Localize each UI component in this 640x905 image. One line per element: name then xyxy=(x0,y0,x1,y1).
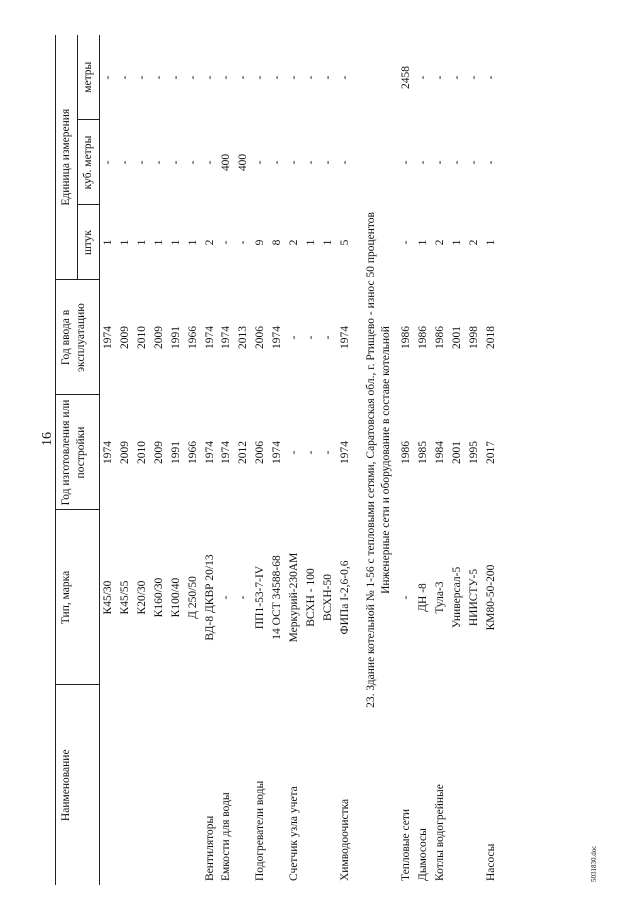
cell-type: 14 ОСТ 34588-68 xyxy=(271,555,284,640)
cell-type: ВСХН - 100 xyxy=(305,568,318,627)
cell-cubic: - xyxy=(322,160,335,165)
cell-name xyxy=(151,685,168,885)
cell-name xyxy=(269,685,286,885)
section-heading xyxy=(354,35,398,885)
table-row xyxy=(449,35,466,885)
cell-cubic: - xyxy=(203,160,216,165)
cell-type: ПП1-53-7-IV xyxy=(254,565,267,630)
cell-year-commission: 2018 xyxy=(484,326,497,349)
cell-year-commission: - xyxy=(305,335,318,340)
cell-name xyxy=(320,685,337,885)
cell-year-commission: 1974 xyxy=(220,326,233,349)
cell-pcs: 5 xyxy=(339,239,351,246)
cell-name xyxy=(134,685,151,885)
cell-year-commission: 2009 xyxy=(118,326,131,349)
cell-type: Универсал-5 xyxy=(450,566,463,629)
cell-type: - xyxy=(237,595,250,600)
cell-pcs: 1 xyxy=(450,239,463,246)
cell-year-made: 1974 xyxy=(203,441,216,464)
cell-year-made: 1966 xyxy=(186,441,199,464)
cell-type: ДН -8 xyxy=(416,583,429,612)
table-row xyxy=(398,35,415,885)
cell-pcs: 2 xyxy=(467,239,480,246)
cell-pcs: - xyxy=(237,240,250,245)
cell-year-made: 2006 xyxy=(254,441,267,464)
cell-year-made: - xyxy=(305,450,318,455)
table-row xyxy=(337,35,354,885)
cell-year-made: 2012 xyxy=(237,441,250,464)
cell-year-made: 1974 xyxy=(101,441,114,464)
table-row xyxy=(320,35,337,885)
cell-year-commission: 2013 xyxy=(237,326,250,349)
cell-cubic: - xyxy=(416,160,429,165)
cell-year-made: - xyxy=(322,450,335,455)
cell-year-made: 1985 xyxy=(416,441,429,464)
cell-cubic: - xyxy=(484,160,497,165)
cell-name xyxy=(466,685,483,885)
cell-year-commission: - xyxy=(322,335,335,340)
table-row xyxy=(235,35,252,885)
cell-pcs: - xyxy=(220,240,233,245)
cell-pcs: 1 xyxy=(101,239,114,246)
cell-meters: - xyxy=(271,75,284,80)
table-row xyxy=(202,35,219,885)
cell-type: К160/30 xyxy=(152,577,165,618)
cell-year-made: 2010 xyxy=(135,441,148,464)
section-title: 23. Здание котельной № 1-56 с тепловыми сетями, Саратовская обл., г. Ртищево - износ 50 процентов xyxy=(364,212,377,708)
cell-meters: - xyxy=(135,75,148,80)
cell-year-made: 1974 xyxy=(271,441,284,464)
cell-type: Д 250/50 xyxy=(186,576,199,619)
cell-year-commission: 1998 xyxy=(467,326,480,349)
section-subtitle: Инженерные сети и оборудование в составе котельной xyxy=(379,326,392,594)
cell-year-made: 2017 xyxy=(484,441,497,464)
cell-cubic: - xyxy=(186,160,199,165)
cell-year-made: 1984 xyxy=(433,441,446,464)
footer-filename: 5031830.doc xyxy=(590,845,598,882)
table-row xyxy=(151,35,168,885)
cell-pcs: 1 xyxy=(169,239,182,246)
cell-name xyxy=(449,685,466,885)
cell-year-commission: 2009 xyxy=(152,326,165,349)
cell-meters: - xyxy=(322,75,335,80)
cell-cubic: - xyxy=(399,160,412,165)
cell-year-commission: 2006 xyxy=(254,326,267,349)
header-cubic: куб. метры xyxy=(77,120,99,205)
cell-meters: - xyxy=(254,75,267,80)
cell-type: Тула-3 xyxy=(433,581,446,614)
cell-name: Химводоочистка xyxy=(339,798,351,881)
header-year-commission: Год ввода в эксплуатацию xyxy=(56,280,100,395)
header-units-group: Единица измерения xyxy=(56,35,78,280)
cell-name xyxy=(99,685,116,885)
cell-pcs: - xyxy=(399,240,412,245)
cell-pcs: 2 xyxy=(433,239,446,246)
table-row xyxy=(466,35,483,885)
cell-meters: - xyxy=(237,75,250,80)
cell-meters: - xyxy=(305,75,318,80)
cell-year-made: 1995 xyxy=(467,441,480,464)
cell-pcs: 1 xyxy=(322,239,335,246)
cell-type: ВСХН-50 xyxy=(322,574,335,621)
cell-year-commission: 1991 xyxy=(169,326,182,349)
cell-meters: - xyxy=(186,75,199,80)
cell-cubic: - xyxy=(271,160,284,165)
cell-type: ВД-8 ДКВР 20/13 xyxy=(203,554,216,641)
cell-pcs: 1 xyxy=(416,239,429,246)
section-block xyxy=(354,35,398,885)
cell-year-commission: - xyxy=(288,335,301,340)
cell-pcs: 2 xyxy=(288,239,301,246)
cell-year-made: 2001 xyxy=(450,441,463,464)
cell-type: К20/30 xyxy=(135,580,148,615)
cell-pcs: 1 xyxy=(152,239,165,246)
cell-meters: - xyxy=(484,75,497,80)
cell-name: Дымососы xyxy=(416,828,429,881)
page-number: 16 xyxy=(40,432,55,446)
cell-year-made: 1986 xyxy=(399,441,412,464)
table-row xyxy=(218,35,235,885)
cell-type: НИИСТУ-5 xyxy=(467,568,480,627)
cell-type: К100/40 xyxy=(169,577,182,618)
cell-cubic: - xyxy=(288,160,301,165)
table-row xyxy=(117,35,134,885)
equipment-table xyxy=(55,35,499,885)
cell-cubic: - xyxy=(135,160,148,165)
cell-year-commission: 1974 xyxy=(339,326,351,349)
cell-year-commission: 1986 xyxy=(399,326,412,349)
cell-year-commission: 1966 xyxy=(186,326,199,349)
cell-cubic: - xyxy=(118,160,131,165)
cell-cubic: 400 xyxy=(220,153,233,172)
cell-meters: - xyxy=(288,75,301,80)
cell-year-made: 1974 xyxy=(339,441,351,464)
cell-cubic: - xyxy=(169,160,182,165)
cell-year-made: 2009 xyxy=(152,441,165,464)
cell-name: Подогреватели воды xyxy=(254,780,267,881)
cell-meters: - xyxy=(101,75,114,80)
cell-type: - xyxy=(220,595,233,600)
cell-cubic: - xyxy=(101,160,114,165)
cell-cubic: - xyxy=(305,160,318,165)
cell-name xyxy=(117,685,134,885)
cell-type: К45/30 xyxy=(101,580,114,615)
table-row xyxy=(134,35,151,885)
cell-meters: - xyxy=(467,75,480,80)
cell-year-made: 1974 xyxy=(220,441,233,464)
table-row xyxy=(252,35,269,885)
cell-year-commission: 1974 xyxy=(203,326,216,349)
table-body-2 xyxy=(398,35,500,885)
table-body-1 xyxy=(99,35,354,885)
cell-meters: - xyxy=(203,75,216,80)
cell-year-made: 2009 xyxy=(118,441,131,464)
cell-cubic: - xyxy=(467,160,480,165)
cell-pcs: 1 xyxy=(484,239,497,246)
cell-year-commission: 2010 xyxy=(135,326,148,349)
cell-meters: - xyxy=(450,75,463,80)
cell-year-commission: 2001 xyxy=(450,326,463,349)
cell-meters: - xyxy=(220,75,233,80)
cell-meters: - xyxy=(416,75,429,80)
cell-pcs: 9 xyxy=(254,239,267,246)
cell-name: Счетчик узла учета xyxy=(288,786,301,881)
cell-name xyxy=(168,685,185,885)
table-row xyxy=(168,35,185,885)
header-year-made: Год изготовления или постройки xyxy=(56,395,100,510)
cell-cubic: - xyxy=(433,160,446,165)
cell-name xyxy=(235,685,252,885)
table-row xyxy=(303,35,320,885)
cell-type: КМ80-50-200 xyxy=(484,564,497,631)
cell-name: Емкости для воды xyxy=(220,792,233,881)
cell-meters: - xyxy=(118,75,131,80)
table-row xyxy=(483,35,500,885)
cell-meters: - xyxy=(152,75,165,80)
header-pcs: штук xyxy=(77,205,99,280)
table-header xyxy=(56,35,100,885)
cell-meters: 2458 xyxy=(399,66,412,89)
cell-cubic: 400 xyxy=(237,153,250,172)
cell-pcs: 1 xyxy=(186,239,199,246)
cell-cubic: - xyxy=(152,160,165,165)
cell-meters: - xyxy=(169,75,182,80)
cell-meters: - xyxy=(433,75,446,80)
table-row xyxy=(286,35,303,885)
cell-pcs: 8 xyxy=(271,239,284,246)
cell-pcs: 1 xyxy=(135,239,148,246)
cell-name: Насосы xyxy=(484,843,497,881)
cell-name: Вентиляторы xyxy=(203,815,216,881)
header-meters: метры xyxy=(77,35,99,120)
cell-year-commission: 1986 xyxy=(433,326,446,349)
cell-year-commission: 1974 xyxy=(271,326,284,349)
cell-pcs: 2 xyxy=(203,239,216,246)
header-name: Наименование xyxy=(56,685,100,885)
cell-meters: - xyxy=(339,75,351,80)
cell-cubic: - xyxy=(254,160,267,165)
cell-type: Меркурий-230АМ xyxy=(288,552,301,643)
cell-pcs: 1 xyxy=(305,239,318,246)
cell-year-commission: 1986 xyxy=(416,326,429,349)
cell-cubic: - xyxy=(339,160,351,165)
cell-year-commission: 1974 xyxy=(101,326,114,349)
header-type: Тип, марка xyxy=(56,510,100,685)
cell-type: К45/55 xyxy=(118,580,131,615)
table-row xyxy=(415,35,432,885)
cell-name xyxy=(185,685,202,885)
rotated-table-container xyxy=(55,35,595,885)
table-row xyxy=(269,35,286,885)
cell-cubic: - xyxy=(450,160,463,165)
cell-type: - xyxy=(399,595,412,600)
cell-name: Котлы водогрейные xyxy=(433,784,446,881)
cell-year-made: 1991 xyxy=(169,441,182,464)
cell-name: Тепловые сети xyxy=(399,809,412,881)
cell-type: ФИПа I-2,6-0,6 xyxy=(339,560,351,635)
cell-name xyxy=(303,685,320,885)
table-row xyxy=(99,35,116,885)
table-row xyxy=(432,35,449,885)
cell-year-made: - xyxy=(288,450,301,455)
cell-pcs: 1 xyxy=(118,239,131,246)
table-row xyxy=(185,35,202,885)
